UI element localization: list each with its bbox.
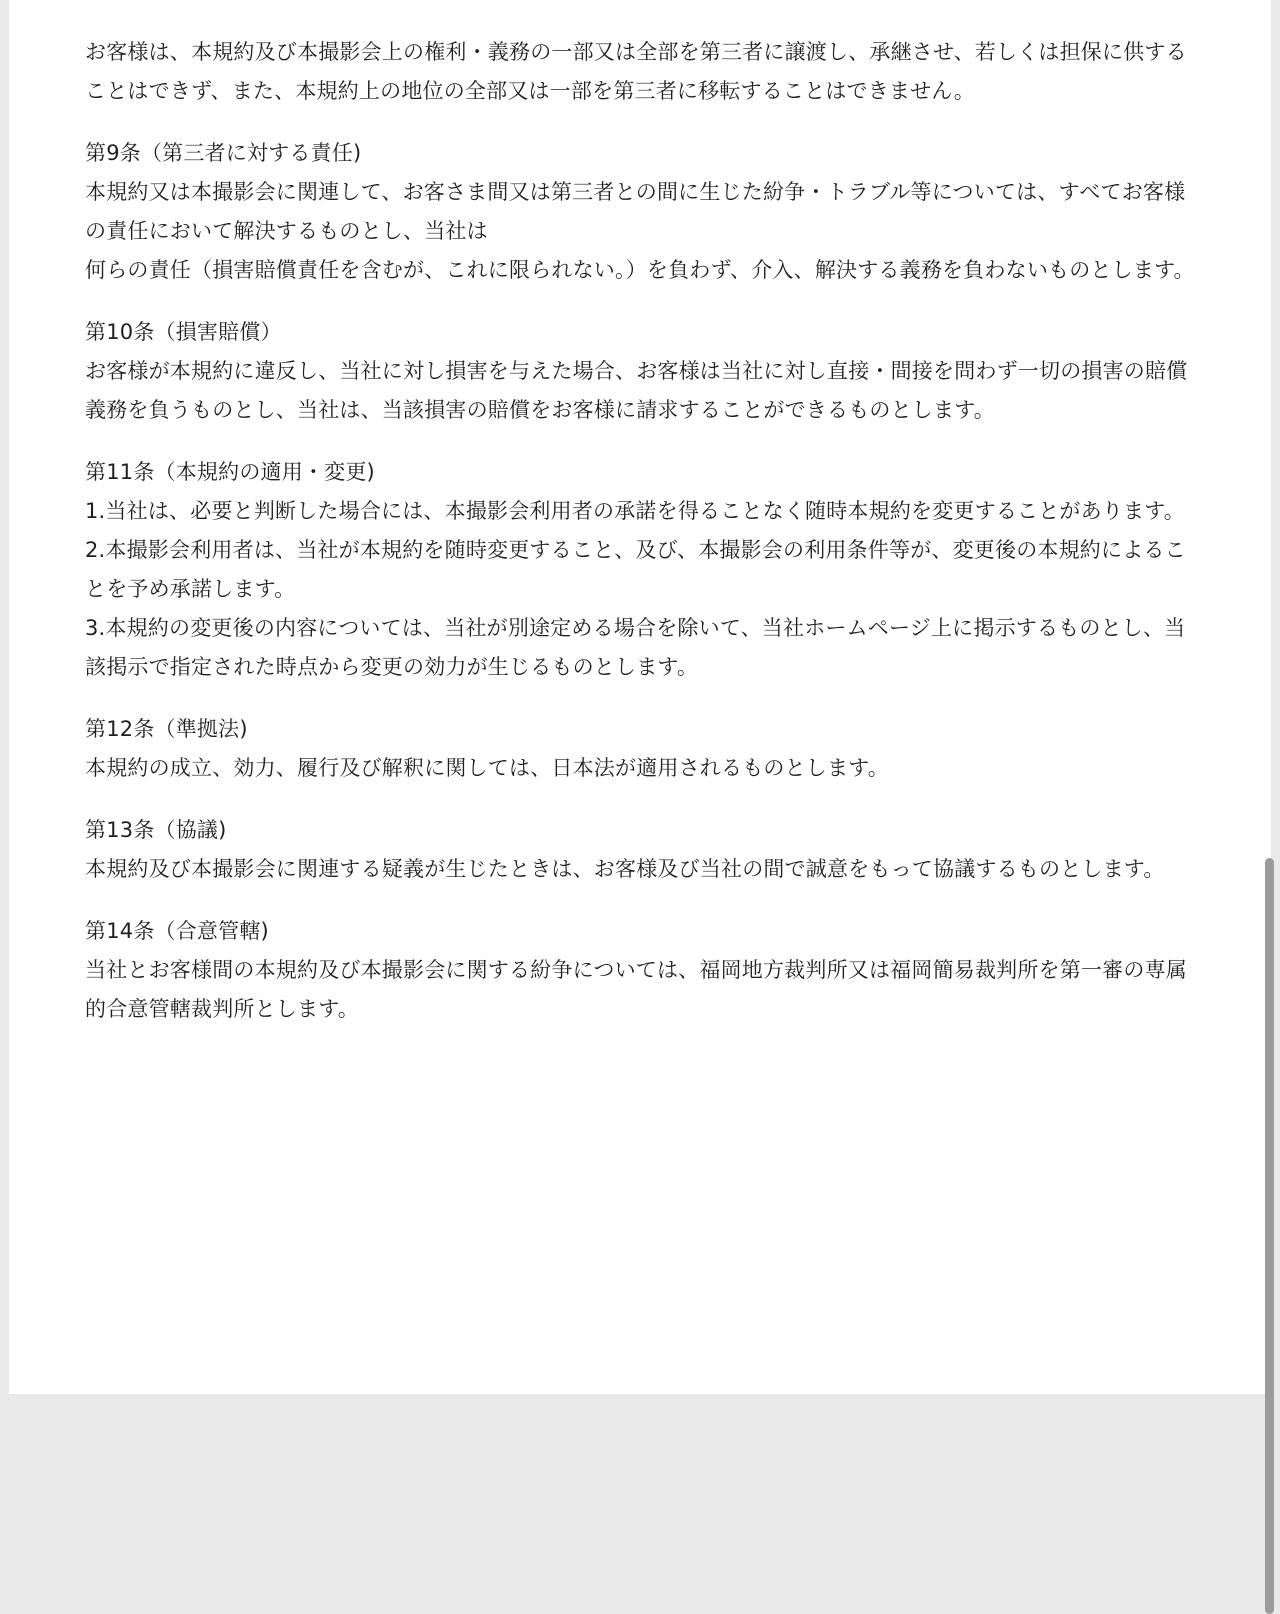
article-paragraph: 本規約及び本撮影会に関連する疑義が生じたときは、お客様及び当社の間で誠意をもって協議するものとします。 [85, 857, 1165, 881]
scrollbar-thumb[interactable] [1265, 858, 1274, 1614]
article-paragraph: 2.本撮影会利用者は、当社が本規約を随時変更すること、及び、本撮影会の利用条件等が、変更後の本規約によることを予め承諾します。 [85, 538, 1186, 601]
article-9 [85, 134, 1205, 290]
vertical-scrollbar[interactable] [1260, 0, 1280, 1394]
article-paragraph: 本規約の成立、効力、履行及び解釈に関しては、日本法が適用されるものとします。 [85, 756, 889, 780]
document-content [85, 33, 1205, 1052]
article-heading: 第12条（準拠法) [85, 717, 248, 741]
article-paragraph: 本規約又は本撮影会に関連して、お客さま間又は第三者との間に生じた紛争・トラブル等については、すべてお客様の責任において解決するものとし、当社は [85, 180, 1186, 243]
article-heading: 第14条（合意管轄) [85, 919, 269, 943]
document-page [9, 0, 1271, 1394]
article-13 [85, 811, 1205, 889]
article-heading: 第11条（本規約の適用・変更) [85, 460, 375, 484]
article-12 [85, 710, 1205, 788]
article-heading: 第9条（第三者に対する責任) [85, 141, 362, 165]
article-paragraph: 3.本規約の変更後の内容については、当社が別途定める場合を除いて、当社ホームページ上に掲示するものとし、当該掲示で指定された時点から変更の効力が生じるものとします。 [85, 616, 1186, 679]
article-paragraph: お客様が本規約に違反し、当社に対し損害を与えた場合、お客様は当社に対し直接・間接を問わず一切の損害の賠償義務を負うものとし、当社は、当該損害の賠償をお客様に請求することができるものとします。 [85, 359, 1188, 422]
article-14 [85, 912, 1205, 1029]
article-paragraph: 何らの責任（損害賠償責任を含むが、これに限られない。）を負わず、介入、解決する義務を負わないものとします。 [85, 258, 1195, 282]
intro-block [85, 33, 1205, 111]
intro-paragraph: お客様は、本規約及び本撮影会上の権利・義務の一部又は全部を第三者に譲渡し、承継させ、若しくは担保に供することはできず、また、本規約上の地位の全部又は一部を第三者に移転することはできません。 [85, 40, 1187, 103]
article-paragraph: 当社とお客様間の本規約及び本撮影会に関する紛争については、福岡地方裁判所又は福岡簡易裁判所を第一審の専属的合意管轄裁判所とします。 [85, 958, 1187, 1021]
article-paragraph: 1.当社は、必要と判断した場合には、本撮影会利用者の承諾を得ることなく随時本規約を変更することがあります。 [85, 499, 1185, 523]
article-heading: 第10条（損害賠償） [85, 320, 282, 344]
article-10 [85, 313, 1205, 430]
article-heading: 第13条（協議) [85, 818, 227, 842]
article-11 [85, 453, 1205, 687]
